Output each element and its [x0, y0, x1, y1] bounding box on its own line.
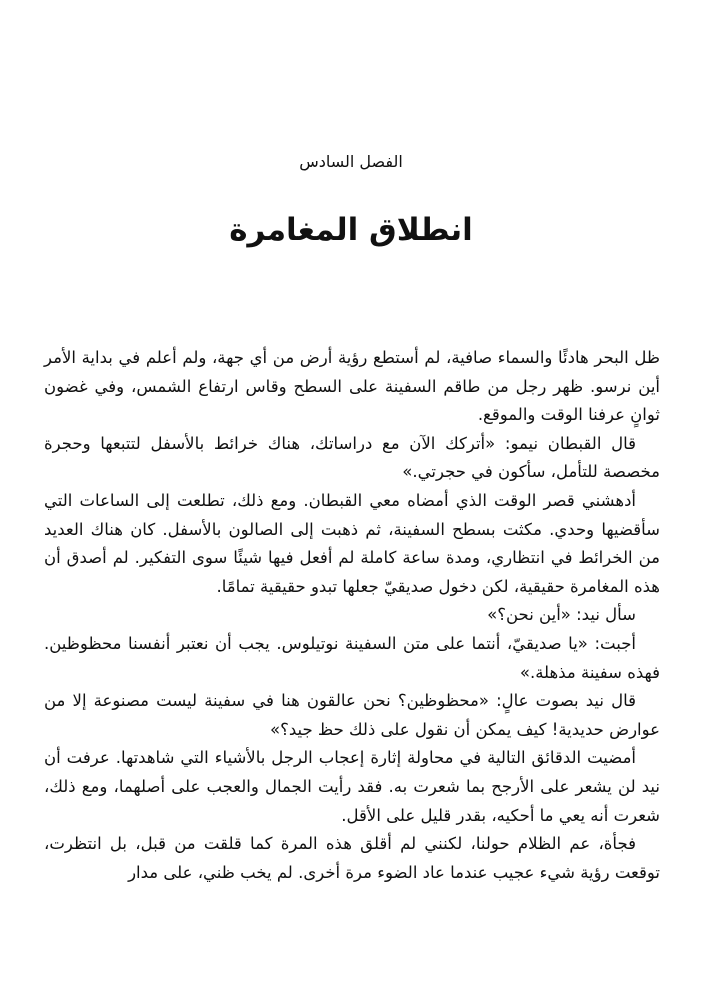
paragraph: أدهشني قصر الوقت الذي أمضاه معي القبطان. ومع ذلك، تطلعت إلى الساعات التي سأقضيها وحدي. مكثت بسطح السفينة، ثم ذهبت إلى الصالون بالأسفل. كان هناك العديد من الخرائط في انتظاري، ومدة ساعة كاملة لم أفعل فيها شيئًا سوى التفكير. لم أصدق أن هذه المغامرة حقيقية، لكن دخول صديقيّ جعلها تبدو حقيقية تمامًا. — [44, 490, 660, 596]
paragraph: سأل نيد: «أين نحن؟» — [487, 605, 636, 625]
chapter-body — [44, 344, 660, 887]
paragraph: أجبت: «يا صديقيّ، أنتما على متن السفينة نوتيلوس. يجب أن نعتبر أنفسنا محظوظين. فهذه سفينة مذهلة.» — [44, 633, 660, 682]
chapter-number: الفصل السادس — [299, 152, 403, 171]
paragraph: قال نيد بصوت عالٍ: «محظوظين؟ نحن عالقون هنا في سفينة ليست مصنوعة إلا من عوارض حديدية! كيف يمكن أن نقول على ذلك حظ جيد؟» — [44, 691, 660, 739]
paragraph: أمضيت الدقائق التالية في محاولة إثارة إعجاب الرجل بالأشياء التي شاهدتها. عرفت أن نيد لن يشعر على الأرجح بما شعرت به. فقد رأيت الجمال والعجب على أصلهما، ومع ذلك، شعرت أنه يعي ما أحكيه، بقدر قليل على الأقل. — [44, 748, 660, 825]
paragraph: ظل البحر هادئًا والسماء صافية، لم أستطع رؤية أرض من أي جهة، ولم أعلم في بداية الأمر أين نرسو. ظهر رجل من طاقم السفينة على السطح وقاس ارتفاع الشمس، وفي غضون ثوانٍ عرفنا الوقت والموقع. — [44, 348, 660, 425]
paragraph: قال القبطان نيمو: «أتركك الآن مع دراساتك، هناك خرائط بالأسفل لتتبعها وحجرة مخصصة للتأمل، سأكون في حجرتي.» — [44, 433, 660, 482]
chapter-title: انطلاق المغامرة — [229, 212, 473, 248]
paragraph: فجأة، عم الظلام حولنا، لكنني لم أقلق هذه المرة كما قلقت من قبل، بل انتظرت، توقعت رؤية شيء عجيب عندما عاد الضوء مرة أخرى. لم يخب ظني، على مدار — [44, 834, 660, 882]
